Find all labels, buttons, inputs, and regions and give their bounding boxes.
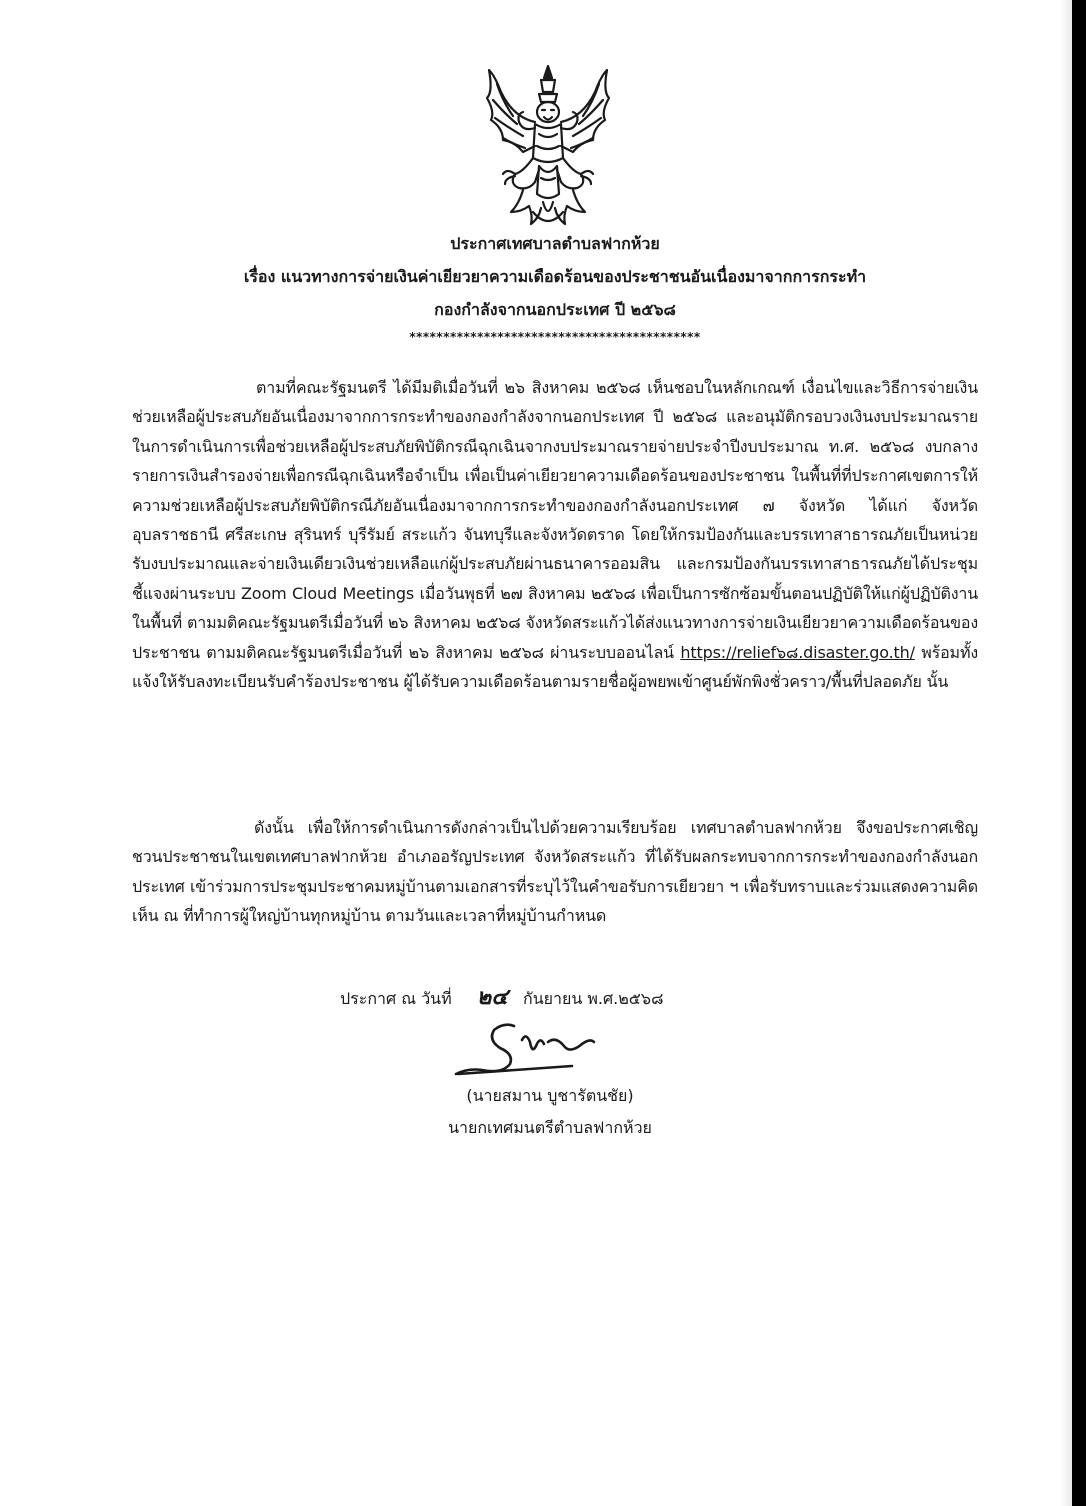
handwritten-signature-icon <box>452 1018 602 1088</box>
signer-position: นายกเทศมนตรีตำบลฟากห้วย <box>448 1118 652 1137</box>
separator-line: ******************************************* <box>409 330 701 344</box>
relief-website-link[interactable]: https://relief๖๘.disaster.go.th/ <box>680 642 915 662</box>
announcement-title: ประกาศเทศบาลตำบลฟากห้วย <box>450 234 660 253</box>
paragraph-1 <box>132 373 978 696</box>
paragraph-1-tail: พร้อมทั้งแจ้งให้รับลงทะเบียนรับคำร้องประชาชน ผู้ได้รับความเดือดร้อนตามรายชื่อผู้อพยพเข้าศูนย์พักพิงชั่วคราว/พื้นที่ปลอดภัย นั้น <box>132 642 979 692</box>
page-edge-shadow <box>1060 0 1072 1506</box>
announcement-date <box>340 985 663 1012</box>
paragraph-2: ดังนั้น เพื่อให้การดำเนินการดังกล่าวเป็นไปด้วยความเรียบร้อย เทศบาลตำบลฟากห้วย จึงขอประกาศเชิญชวนประชาชนในเขตเทศบาลฟากห้วย อำเภออรัญประเทศ จังหวัดสระแก้ว ที่ได้รับผลกระทบจากการกระทำของกองกำลังนอกประเทศ เข้าร่วมการประชุมประชาคมหมู่บ้านตามเอกสารที่ระบุไว้ในคำขอรับการเยียวยา ฯ เพื่อรับทราบและร่วมแสดงความคิดเห็น ณ ที่ทำการผู้ใหญ่บ้านทุกหมู่บ้าน ตามวันและเวลาที่หมู่บ้านกำหนด <box>132 818 978 926</box>
signer-name: (นายสมาน บูชารัตนชัย) <box>466 1086 634 1105</box>
garuda-emblem-icon <box>473 62 623 232</box>
paragraph-1-text: ตามที่คณะรัฐมนตรี ได้มีมติเมื่อวันที่ ๒๖ สิงหาคม ๒๕๖๘ เห็นชอบในหลักเกณฑ์ เงื่อนไขและวิธีการจ่ายเงินช่วยเหลือผู้ประสบภัยอันเนื่องมาจากการกระทำของกองกำลังจากนอกประเทศ ปี ๒๕๖๘ และอนุมัติกรอบวงเงินงบประมาณรายในการดำเนินการเพื่อช่วยเหลือผู้ประสบภัยพิบัติกรณีฉุกเฉินจากงบประมาณรายจ่ายประจำปีงบประมาณ ท.ศ. ๒๕๖๘ งบกลาง รายการเงินสำรองจ่ายเพื่อกรณีฉุกเฉินหรือจำเป็น เพื่อเป็นค่าเยียวยาความเดือดร้อนของประชาชน ในพื้นที่ที่ประกาศเขตการให้ความช่วยเหลือผู้ประสบภัยพิบัติกรณีภัยอันเนื่องมาจากการกระทำของกองกำลังนอกประเทศ ๗ จังหวัด ได้แก่ จังหวัดอุบลราชธานี ศรีสะเกษ สุรินทร์ บุรีรัมย์ สระแก้ว จันทบุรีและจังหวัดตราด โดยให้กรมป้องกันและบรรเทาสาธารณภัยเป็นหน่วยรับงบประมาณและจ่ายเงินเดียวเงินช่วยเหลือแก่ผู้ประสบภัยผ่านธนาคารออมสิน และกรมป้องกันบรรเทาสาธารณภัยได้ประชุมชี้แจงผ่านระบบ Zoom Cloud Meetings เมื่อวันพุธที่ ๒๗ สิงหาคม ๒๕๖๘ เพื่อเป็นการซักซ้อมขั้นตอนปฏิบัติให้แก่ผู้ปฏิบัติงานในพื้นที่ ตามมติคณะรัฐมนตรีเมื่อวันที่ ๒๖ สิงหาคม ๒๕๖๘ จังหวัดสระแก้วได้ส่งแนวทางการจ่ายเงินเยียวยาความเดือดร้อนของประชาชน ตามมติคณะรัฐมนตรีเมื่อวันที่ ๒๖ สิงหาคม ๒๕๖๘ ผ่านระบบออนไลน์ <box>132 378 978 662</box>
announcement-date-suffix: กันยายน พ.ศ.๒๕๖๘ <box>523 989 664 1008</box>
announcement-day-handwritten: ๒๔ <box>476 985 508 1010</box>
announcement-date-prefix: ประกาศ ณ วันที่ <box>340 989 452 1008</box>
announcement-subject-continued: กองกำลังจากนอกประเทศ ปี ๒๕๖๘ <box>434 300 676 319</box>
announcement-subject: เรื่อง แนวทางการจ่ายเงินค่าเยียวยาความเดือดร้อนของประชาชนอันเนื่องมาจากการกระทำ <box>243 267 867 286</box>
